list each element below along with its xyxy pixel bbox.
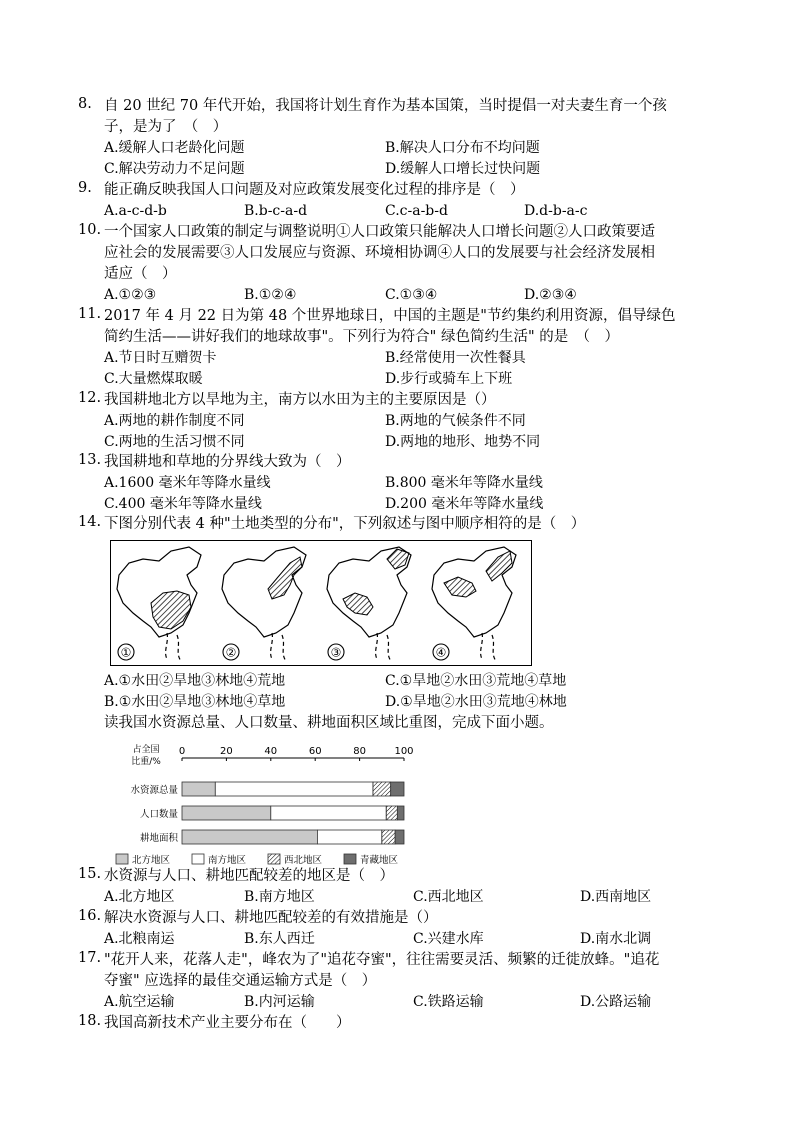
option-c[interactable]: C.解决劳动力不足问题 (104, 161, 245, 177)
bar-segment (317, 830, 381, 844)
option-d[interactable]: D.缓解人口增长过快问题 (385, 161, 541, 177)
question-text: 子，是为了 （ ） (104, 119, 228, 135)
x-tick-label: 80 (353, 746, 366, 757)
map-4 (426, 541, 531, 665)
option-b[interactable]: B.经常使用一次性餐具 (385, 350, 526, 366)
option-a[interactable]: A.①水田②旱地③林地④荒地 (104, 673, 286, 689)
option-a[interactable]: A.节日时互赠贺卡 (104, 350, 217, 366)
map-label: ④ (435, 645, 447, 660)
bar-segment (386, 806, 397, 820)
question-text: 解决水资源与人口、耕地匹配较差的有效措施是（） (104, 910, 438, 926)
option-b[interactable]: B.南方地区 (244, 889, 315, 905)
question-number: 11. (78, 306, 102, 322)
question-text: 适应（ ） (104, 266, 177, 282)
question-number: 12. (78, 390, 102, 406)
legend-swatch (344, 854, 356, 864)
option-d[interactable]: D.200 毫米年等降水量线 (385, 496, 544, 512)
option-c[interactable]: C.铁路运输 (413, 994, 484, 1010)
intro-text: 读我国水资源总量、人口数量、耕地面积区域比重图，完成下面小题。 (104, 715, 554, 731)
question-number: 14. (78, 514, 102, 530)
option-a[interactable]: A.北方地区 (104, 889, 175, 905)
x-tick-label: 0 (178, 746, 186, 757)
bar-segment (271, 806, 386, 820)
option-b[interactable]: B.解决人口分布不均问题 (385, 140, 540, 156)
question-text: 2017 年 4 月 22 日为第 48 个世界地球日，中国的主题是"节约集约利用资源，倡导绿色 (104, 308, 676, 324)
option-c[interactable]: C.兴建水库 (413, 931, 484, 947)
option-d[interactable]: D.②③④ (524, 287, 577, 303)
question-text: 水资源与人口、耕地匹配较差的地区是（ ） (104, 868, 394, 884)
resource-share-chart (112, 742, 432, 872)
bar-segment (391, 782, 404, 796)
x-tick-label: 100 (394, 746, 414, 757)
option-b[interactable]: B.①②④ (244, 287, 297, 303)
option-d[interactable]: D.南水北调 (580, 931, 652, 947)
question-number: 18. (78, 1013, 102, 1029)
map-1 (111, 541, 216, 665)
map-label: ③ (330, 645, 342, 660)
y-axis-label-unit: 比重/% (131, 757, 161, 767)
option-c[interactable]: C.400 毫米年等降水量线 (104, 496, 262, 512)
bar-segment (182, 830, 317, 844)
option-c[interactable]: C.①③④ (385, 287, 438, 303)
question-text: 我国耕地北方以旱地为主，南方以水田为主的主要原因是（） (104, 392, 496, 408)
question-text: 自 20 世纪 70 年代开始，我国将计划生育作为基本国策，当时提倡一对夫妻生育一个孩 (104, 98, 667, 114)
bar-segment (373, 782, 391, 796)
question-text: "花开人来，花落人走"，峰农为了"追花夺蜜"，往往需要灵活、频繁的迁徙放蜂。"追花 (104, 952, 660, 968)
x-tick-label: 60 (308, 746, 322, 757)
question-text: 夺蜜" 应选择的最佳交通运输方式是（ ） (104, 973, 377, 989)
question-text: 能正确反映我国人口问题及对应政策发展变化过程的排序是（ ） (104, 182, 525, 198)
option-a[interactable]: A.两地的耕作制度不同 (104, 413, 245, 429)
map-label: ② (225, 645, 237, 660)
question-number: 9. (78, 180, 92, 196)
option-a[interactable]: A.航空运输 (104, 994, 175, 1010)
option-c[interactable]: C.c-a-b-d (385, 203, 448, 219)
option-c[interactable]: C.两地的生活习惯不同 (104, 434, 245, 450)
option-c[interactable]: C.①旱地②水田③荒地④草地 (385, 673, 567, 689)
option-b[interactable]: B.东人西迁 (244, 931, 315, 947)
map-2 (216, 541, 321, 665)
question-text: 应社会的发展需要③人口发展应与资源、环境相协调④人口的发展要与社会经济发展相 (104, 245, 655, 261)
land-type-maps (110, 540, 532, 666)
bar-segment (382, 830, 395, 844)
map-3 (321, 541, 426, 665)
legend-swatch (192, 854, 204, 864)
category-label: 水资源总量 (130, 785, 178, 796)
category-label: 人口数量 (139, 809, 178, 820)
option-b[interactable]: B.①水田②旱地③林地④草地 (104, 694, 286, 710)
option-d[interactable]: D.两地的地形、地势不同 (385, 434, 541, 450)
option-b[interactable]: B.800 毫米年等降水量线 (385, 475, 543, 491)
question-text: 我国耕地和草地的分界线大致为（ ） (104, 454, 351, 470)
option-d[interactable]: D.西南地区 (580, 889, 652, 905)
question-text: 简约生活——讲好我们的地球故事"。下列行为符合" 绿色简约生活" 的是 （ ） (104, 329, 619, 345)
bar-segment (182, 782, 215, 796)
option-d[interactable]: D.公路运输 (580, 994, 652, 1010)
option-a[interactable]: A.北粮南运 (104, 931, 175, 947)
option-b[interactable]: B.两地的气候条件不同 (385, 413, 526, 429)
bar-segment (215, 782, 373, 796)
option-a[interactable]: A.1600 毫米年等降水量线 (104, 475, 271, 491)
option-a[interactable]: A.①②③ (104, 287, 157, 303)
question-text: 我国高新技术产业主要分布在（ ） (104, 1015, 351, 1031)
bar-segment (395, 830, 404, 844)
question-text: 一个国家人口政策的制定与调整说明①人口政策只能解决人口增长问题②人口政策要适 (104, 224, 655, 240)
y-axis-label: 占全国 (132, 745, 160, 755)
option-d[interactable]: D.d-b-a-c (524, 203, 588, 219)
question-number: 8. (78, 96, 92, 112)
option-a[interactable]: A.a-c-d-b (104, 203, 167, 219)
legend-swatch (268, 854, 280, 864)
legend-label: 北方地区 (132, 855, 171, 866)
question-number: 10. (78, 222, 102, 238)
category-label: 耕地面积 (139, 833, 178, 844)
option-b[interactable]: B.b-c-a-d (244, 203, 308, 219)
x-tick-label: 40 (264, 746, 278, 757)
question-text: 下图分别代表 4 种"土地类型的分布"，下列叙述与图中顺序相符的是（ ） (104, 516, 586, 532)
legend-swatch (116, 854, 128, 864)
bar-segment (182, 806, 271, 820)
option-b[interactable]: B.内河运输 (244, 994, 315, 1010)
question-number: 15. (78, 866, 102, 882)
bar-segment (397, 806, 404, 820)
option-c[interactable]: C.西北地区 (413, 889, 484, 905)
legend-label: 青藏地区 (360, 855, 399, 866)
option-a[interactable]: A.缓解人口老龄化问题 (104, 140, 245, 156)
map-label: ① (120, 645, 132, 660)
option-d[interactable]: D.①旱地②水田③荒地④林地 (385, 694, 567, 710)
question-number: 17. (78, 950, 102, 966)
bar-chart (112, 742, 432, 872)
legend-label: 西北地区 (284, 855, 323, 866)
x-tick-label: 20 (220, 746, 233, 757)
question-number: 13. (78, 452, 102, 468)
option-d[interactable]: D.步行或骑车上下班 (385, 371, 513, 387)
question-number: 16. (78, 908, 102, 924)
option-c[interactable]: C.大量燃煤取暖 (104, 371, 203, 387)
legend-label: 南方地区 (208, 855, 247, 866)
